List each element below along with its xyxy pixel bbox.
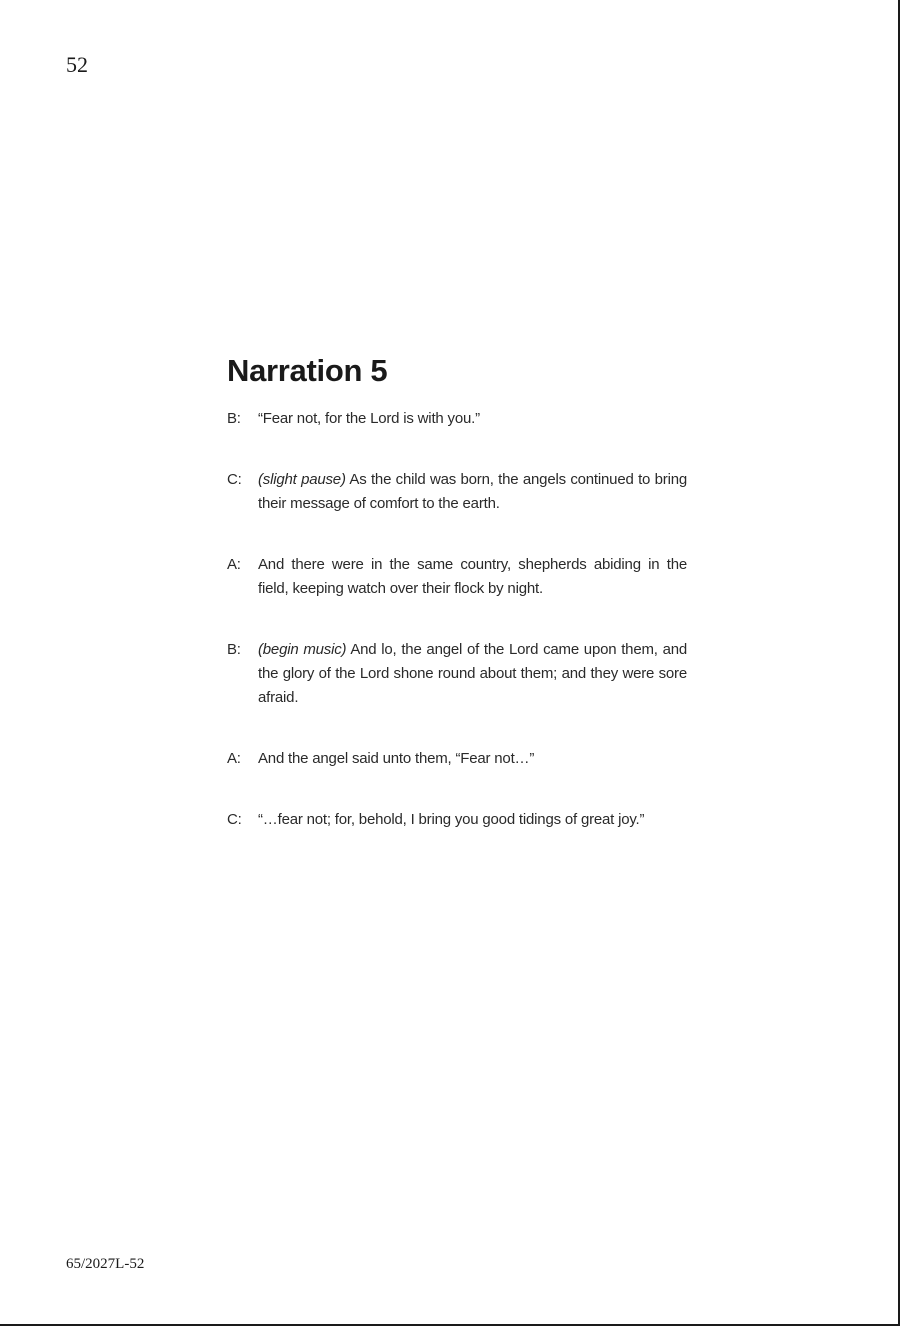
script-line xyxy=(227,407,687,431)
catalog-code: 65/2027L-52 xyxy=(66,1256,145,1272)
line-text xyxy=(258,553,687,601)
speaker-label: A: xyxy=(227,556,241,573)
spoken-text: “Fear not, for the Lord is with you.” xyxy=(258,410,480,427)
spoken-text: “…fear not; for, behold, I bring you good tidings of great joy.” xyxy=(258,811,645,828)
page-number: 52 xyxy=(66,52,88,77)
line-text xyxy=(258,638,687,710)
speaker-label: C: xyxy=(227,811,242,828)
spoken-text: And lo, the angel of the Lord came upon them, and the glory of the Lord shone round about them; and they were sore afraid. xyxy=(258,641,687,706)
spoken-text: And there were in the same country, shepherds abiding in the field, keeping watch over their flock by night. xyxy=(258,556,687,597)
script-line xyxy=(227,638,687,710)
speaker-label: A: xyxy=(227,750,241,767)
script-line xyxy=(227,553,687,601)
script-line xyxy=(227,468,687,516)
script-line xyxy=(227,747,687,771)
stage-direction: (begin music) xyxy=(258,641,347,658)
spoken-text: As the child was born, the angels continued to bring their message of comfort to the earth. xyxy=(258,471,687,512)
spoken-text: And the angel said unto them, “Fear not…” xyxy=(258,750,535,767)
stage-direction: (slight pause) xyxy=(258,471,346,488)
line-text xyxy=(258,407,687,431)
line-text xyxy=(258,747,687,771)
narration-section xyxy=(227,352,687,869)
script-line xyxy=(227,808,687,832)
speaker-label: B: xyxy=(227,410,241,427)
line-text xyxy=(258,808,687,832)
line-text xyxy=(258,468,687,516)
speaker-label: C: xyxy=(227,471,242,488)
narration-title: Narration 5 xyxy=(227,353,388,388)
speaker-label: B: xyxy=(227,641,241,658)
